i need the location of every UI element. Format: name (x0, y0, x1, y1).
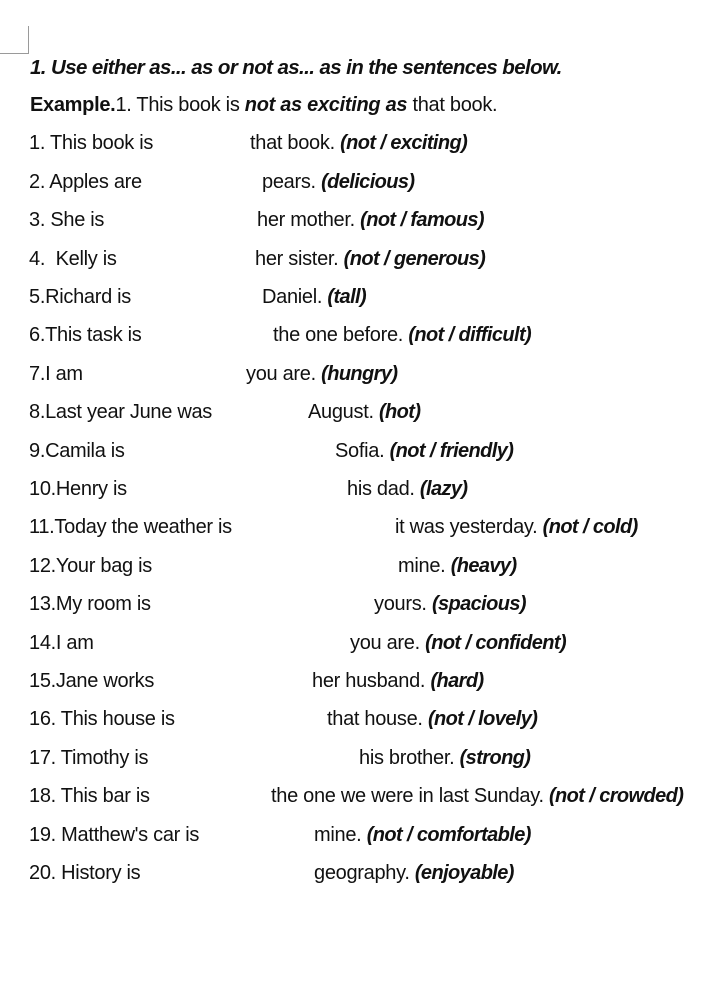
item-lead: 7.I am (29, 363, 83, 385)
item-lead: 16. This house is (29, 708, 175, 730)
item-continuation: her mother. (257, 209, 355, 231)
corner-mark-vertical (28, 26, 29, 54)
item-hint: (lazy) (419, 478, 468, 500)
exercise-item (0, 401, 720, 431)
item-hint: (not / cold) (542, 516, 638, 538)
item-lead: 14.I am (29, 632, 94, 654)
item-tail (273, 324, 531, 347)
exercise-item (0, 824, 720, 854)
item-continuation: August. (308, 401, 374, 423)
item-tail (314, 862, 514, 885)
item-lead: 4. Kelly is (29, 248, 117, 270)
item-tail (312, 670, 484, 693)
item-hint: (strong) (459, 747, 531, 769)
item-continuation: the one before. (273, 324, 404, 346)
example-suffix: that book. (407, 94, 498, 116)
item-tail (255, 248, 485, 271)
item-tail (271, 785, 683, 808)
item-continuation: the one we were in last Sunday. (271, 785, 544, 807)
item-hint: (delicious) (321, 171, 415, 193)
item-hint: (not / friendly) (389, 440, 514, 462)
exercise-item (0, 248, 720, 278)
item-continuation: his brother. (359, 747, 455, 769)
item-lead: 20. History is (29, 862, 141, 884)
exercise-title: 1. Use either as... as or not as... as in the sentences below. (30, 56, 562, 79)
exercise-item (0, 555, 720, 585)
exercise-item (0, 862, 720, 892)
item-tail (246, 363, 397, 386)
exercise-item (0, 708, 720, 738)
item-hint: (heavy) (450, 555, 517, 577)
example-prefix: 1. This book is (115, 94, 245, 116)
item-tail (327, 708, 537, 731)
corner-mark-horizontal (0, 53, 29, 54)
exercise-item (0, 171, 720, 201)
item-continuation: her husband. (312, 670, 426, 692)
item-continuation: Sofia. (335, 440, 385, 462)
exercise-item (0, 785, 720, 815)
item-lead: 18. This bar is (29, 785, 150, 807)
item-continuation: you are. (246, 363, 316, 385)
item-hint: (hungry) (321, 363, 398, 385)
item-lead: 11.Today the weather is (29, 516, 232, 538)
item-hint: (hot) (379, 401, 421, 423)
exercise-item (0, 593, 720, 623)
exercise-item (0, 324, 720, 354)
item-tail (262, 171, 414, 194)
item-continuation: you are. (350, 632, 420, 654)
item-hint: (not / lovely) (427, 708, 538, 730)
item-continuation: geography. (314, 862, 410, 884)
example-sentence (30, 94, 497, 117)
exercise-item (0, 516, 720, 546)
item-lead: 10.Henry is (29, 478, 127, 500)
item-hint: (not / confident) (425, 632, 567, 654)
exercise-item (0, 747, 720, 777)
item-tail (347, 478, 467, 501)
item-lead: 15.Jane works (29, 670, 155, 692)
item-continuation: that book. (250, 132, 335, 154)
exercise-item (0, 286, 720, 316)
item-continuation: her sister. (255, 248, 339, 270)
item-lead: 12.Your bag is (29, 555, 152, 577)
exercise-item (0, 670, 720, 700)
example-answer: not as exciting as (244, 94, 408, 116)
item-lead: 6.This task is (29, 324, 142, 346)
item-continuation: his dad. (347, 478, 415, 500)
item-continuation: yours. (374, 593, 427, 615)
item-lead: 2. Apples are (29, 171, 142, 193)
item-lead: 13.My room is (29, 593, 151, 615)
item-lead: 8.Last year June was (29, 401, 212, 423)
item-hint: (not / generous) (343, 248, 486, 270)
item-tail (374, 593, 526, 616)
item-tail (308, 401, 420, 424)
item-hint: (tall) (327, 286, 367, 308)
item-hint: (not / difficult) (408, 324, 532, 346)
item-hint: (not / famous) (360, 209, 484, 231)
exercise-item (0, 363, 720, 393)
item-tail (250, 132, 467, 155)
item-tail (398, 555, 517, 578)
item-continuation: pears. (262, 171, 316, 193)
item-lead: 3. She is (29, 209, 105, 231)
item-lead: 17. Timothy is (29, 747, 149, 769)
item-continuation: mine. (398, 555, 446, 577)
example-label: Example. (30, 94, 116, 116)
item-tail (262, 286, 366, 309)
item-tail (257, 209, 484, 232)
item-tail (359, 747, 530, 770)
exercise-item (0, 132, 720, 162)
item-tail (314, 824, 531, 847)
item-lead: 5.Richard is (29, 286, 131, 308)
item-tail (335, 440, 513, 463)
item-continuation: Daniel. (262, 286, 323, 308)
item-continuation: mine. (314, 824, 362, 846)
item-hint: (hard) (430, 670, 484, 692)
item-continuation: it was yesterday. (395, 516, 538, 538)
item-hint: (spacious) (431, 593, 526, 615)
exercise-item (0, 209, 720, 239)
page-corner-mark (0, 0, 29, 27)
item-continuation: that house. (327, 708, 423, 730)
exercise-item (0, 478, 720, 508)
exercise-item (0, 632, 720, 662)
item-lead: 9.Camila is (29, 440, 125, 462)
item-hint: (not / exciting) (340, 132, 468, 154)
item-hint: (not / crowded) (549, 785, 684, 807)
exercise-item (0, 440, 720, 470)
item-tail (395, 516, 638, 539)
item-hint: (enjoyable) (414, 862, 514, 884)
item-tail (350, 632, 566, 655)
item-hint: (not / comfortable) (366, 824, 531, 846)
item-lead: 1. This book is (29, 132, 154, 154)
item-lead: 19. Matthew's car is (29, 824, 200, 846)
